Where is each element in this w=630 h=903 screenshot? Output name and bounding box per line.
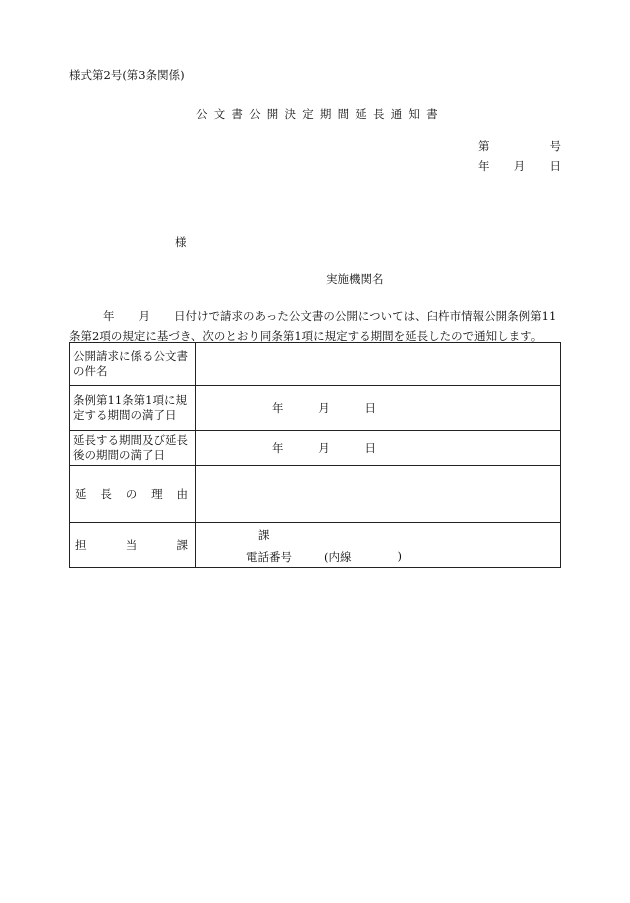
document-title: 公文書公開決定期間延長通知書 [196, 107, 444, 121]
extended-year: 年 [272, 441, 284, 455]
extension-close: ) [397, 549, 402, 563]
reason-char: 延 [75, 486, 87, 501]
number-prefix: 第 [478, 139, 490, 153]
notice-table [69, 342, 561, 568]
table-row [70, 386, 561, 431]
section-char: 担 [75, 537, 87, 552]
deadline-month: 月 [318, 401, 330, 415]
phone-line [246, 549, 402, 565]
extended-day: 日 [364, 441, 376, 455]
reason-char: 由 [176, 486, 188, 501]
table-row [70, 343, 561, 386]
responsible-section-label [70, 523, 196, 568]
extension-reason-label [70, 466, 196, 523]
notice-line-2: 条第2項の規定に基づき、次のとおり同条第1項に規定する期間を延長したので通知します。 [69, 329, 543, 343]
notice-line-1 [69, 306, 561, 326]
responsible-section-value[interactable] [196, 523, 561, 568]
original-deadline-label: 条例第11条第1項に規定する期間の満了日 [70, 386, 196, 431]
date-month: 月 [513, 159, 526, 173]
original-deadline-date [272, 400, 376, 416]
responsible-section-chars [73, 538, 192, 553]
reason-char: 理 [151, 486, 163, 501]
table-row [70, 466, 561, 523]
extension-reason-value[interactable] [196, 466, 561, 523]
extension-open: (内線 [324, 550, 352, 564]
phone-label: 電話番号 [246, 550, 292, 564]
date-year: 年 [478, 159, 490, 173]
reason-char: の [125, 486, 138, 501]
body-year: 年 [103, 309, 115, 323]
section-suffix: 課 [258, 528, 270, 542]
extended-month: 月 [318, 441, 330, 455]
deadline-year: 年 [272, 401, 284, 415]
form-number: 様式第2号(第3条関係) [69, 68, 185, 82]
table-row [70, 431, 561, 466]
section-char: 当 [125, 537, 138, 552]
document-number [478, 138, 561, 154]
extension-reason-chars [73, 487, 192, 502]
extended-deadline-date [272, 440, 376, 456]
table-row [70, 523, 561, 568]
section-char: 課 [176, 537, 188, 552]
document-date [478, 158, 561, 174]
extension-period-value[interactable] [196, 431, 561, 466]
issuer-label: 実施機関名 [326, 272, 384, 286]
body-month: 月 [138, 309, 150, 323]
number-suffix: 号 [549, 139, 561, 153]
body-line1-rest: 日付けで請求のあった公文書の公開については、臼杵市情報公開条例第11 [174, 309, 557, 323]
addressee-suffix: 様 [175, 235, 187, 249]
original-deadline-value[interactable] [196, 386, 561, 431]
request-subject-value[interactable] [196, 343, 561, 386]
reason-char: 長 [100, 486, 112, 501]
request-subject-label: 公開請求に係る公文書の件名 [70, 343, 196, 386]
extension-period-label: 延長する期間及び延長後の期間の満了日 [70, 431, 196, 466]
notice-body [69, 306, 561, 346]
date-day: 日 [549, 159, 561, 173]
deadline-day: 日 [364, 401, 376, 415]
